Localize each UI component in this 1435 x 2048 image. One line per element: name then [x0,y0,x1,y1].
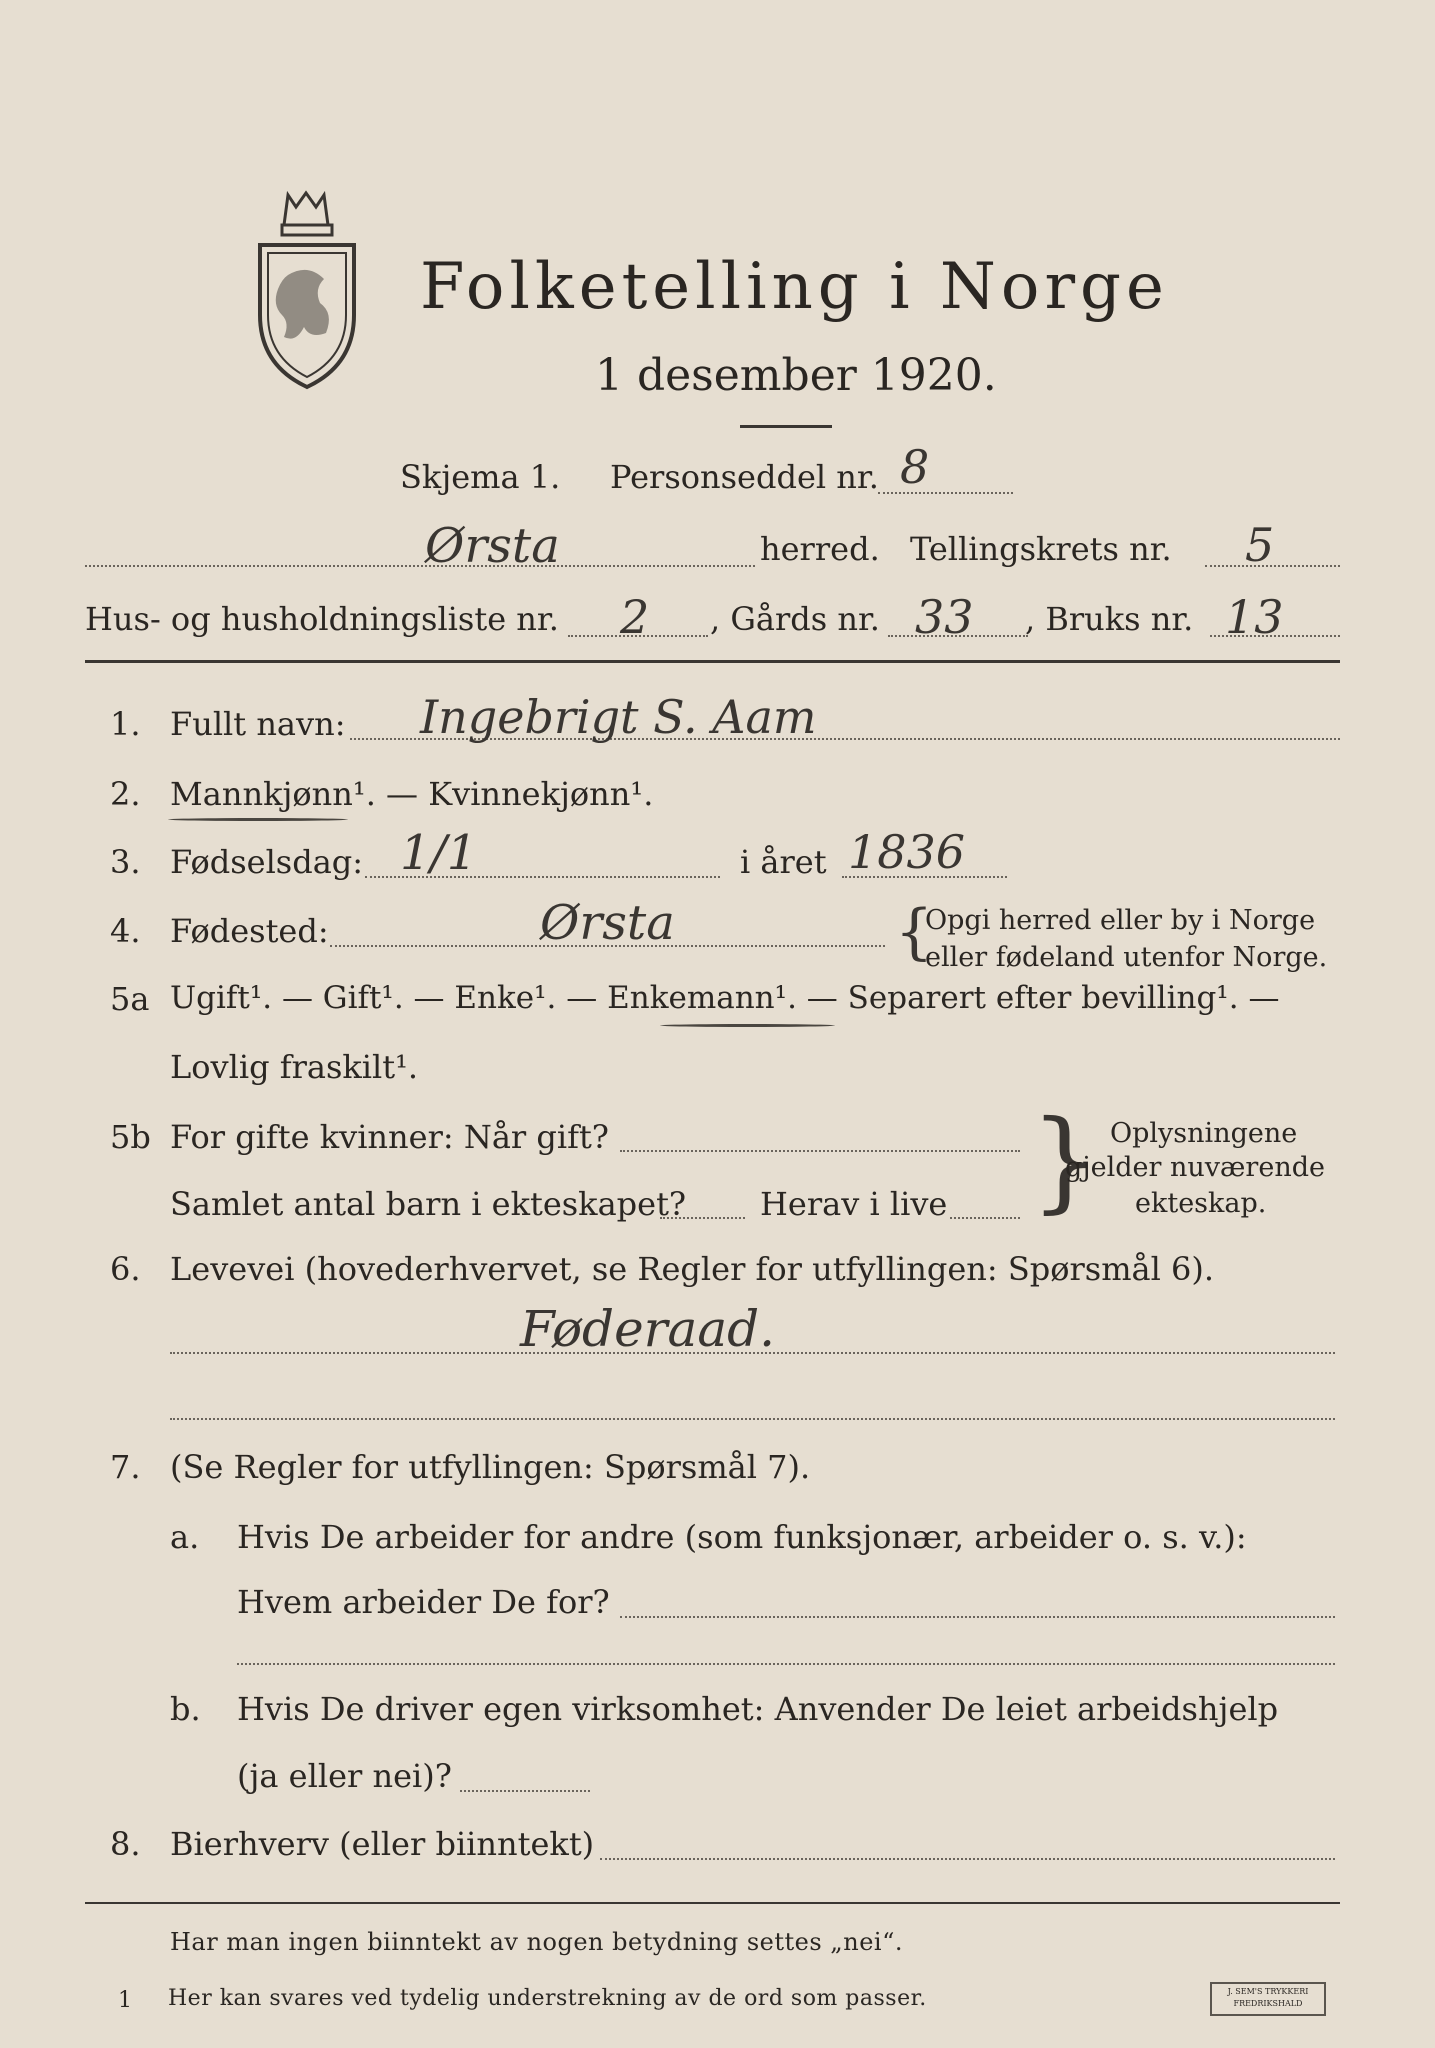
personseddel-value: 8 [900,440,930,494]
printer-stamp [1210,1982,1326,2016]
gards-value: 33 [915,590,974,644]
q5b-note2: gjelder nuværende [1065,1152,1325,1183]
q5b-number: 5b [110,1118,151,1156]
gards-label: , Gårds nr. [710,600,880,638]
q5b-line2-a: Samlet antal barn i ekteskapet? [170,1185,687,1223]
bruks-label: , Bruks nr. [1025,600,1194,638]
q7b-text: Hvis De driver egen virksomhet: Anvender De leiet arbeidshjelp [237,1690,1279,1728]
q4-note-line2: eller fødeland utenfor Norge. [925,942,1328,973]
form-title: Folketelling i Norge [420,250,1169,324]
q1-label: Fullt navn: [170,705,346,743]
q5b-children-field[interactable] [660,1217,745,1219]
q5b-line2-b: Herav i live [760,1185,948,1223]
personseddel-label: Personseddel nr. [610,458,879,496]
q4-note-brace: { [895,897,934,967]
q1-number: 1. [110,705,141,743]
title-divider [740,425,832,428]
q2-number: 2. [110,775,141,813]
hus-value: 2 [620,590,650,644]
personseddel-field[interactable] [878,492,1013,494]
footer-divider [85,1902,1340,1904]
herred-field[interactable] [85,565,755,567]
q5b-note1: Oplysningene [1110,1118,1298,1149]
q2-text: Mannkjønn¹. — Kvinnekjønn¹. [170,775,654,813]
q7b-question: (ja eller nei)? [237,1757,452,1795]
q4-value: Ørsta [540,895,675,951]
herred-label: herred. [760,530,880,568]
q3-year-label: i året [740,843,827,881]
q7b-number: b. [170,1690,201,1728]
q4-number: 4. [110,912,141,950]
q7b-field[interactable] [460,1790,590,1792]
q5b-line1: For gifte kvinner: Når gift? [170,1118,609,1156]
q8-field[interactable] [600,1858,1335,1860]
q7-number: 7. [110,1448,141,1486]
q5a-number: 5a [110,980,150,1018]
census-date: 1 desember 1920. [595,350,997,401]
header-divider [85,660,1340,663]
footer-note: Har man ingen biinntekt av nogen betydning settes „nei“. [170,1928,903,1956]
q5b-married-field[interactable] [620,1150,1020,1152]
q7a-number: a. [170,1518,200,1556]
q7a-question: Hvem arbeider De for? [237,1583,610,1621]
herred-value: Ørsta [425,518,560,574]
q6-field-2[interactable] [170,1418,1335,1420]
q8-number: 8. [110,1825,141,1863]
q7-text: (Se Regler for utfyllingen: Spørsmål 7). [170,1448,811,1486]
q7a-field-2[interactable] [237,1663,1335,1665]
tellingskrets-value: 5 [1245,518,1275,572]
footnote-text: Her kan svares ved tydelig understrekning av de ord som passer. [168,1986,927,2011]
q6-text: Levevei (hovederhvervet, se Regler for utfyllingen: Spørsmål 6). [170,1250,1215,1288]
schema-label: Skjema 1. [400,458,561,496]
footnote-number: 1 [118,1988,133,2013]
q5b-note-brace: } [1030,1096,1100,1224]
q6-number: 6. [110,1250,141,1288]
tellingskrets-label: Tellingskrets nr. [910,530,1172,568]
q5a-text2: Lovlig fraskilt¹. [170,1048,419,1086]
printer-stamp-text: J. SEM'S TRYKKERI FREDRIKSHALD [1227,1987,1309,2008]
q7a-text: Hvis De arbeider for andre (som funksjonær, arbeider o. s. v.): [237,1518,1247,1556]
hus-label: Hus- og husholdningsliste nr. [85,600,559,638]
bruks-value: 13 [1225,590,1284,644]
q5a-text: Ugift¹. — Gift¹. — Enke¹. — Enkemann¹. — Separert efter bevilling¹. — [170,980,1280,1016]
q5b-note3: ekteskap. [1135,1188,1267,1219]
q3-day-value: 1/1 [400,825,478,881]
q4-label: Fødested: [170,912,329,950]
q3-year-value: 1836 [848,825,966,879]
norwegian-coat-of-arms-icon [248,185,366,395]
enkemann-underline [660,1024,835,1027]
q3-label: Fødselsdag: [170,843,364,881]
q5b-alive-field[interactable] [950,1217,1020,1219]
q1-value: Ingebrigt S. Aam [420,690,817,744]
q7a-field-1[interactable] [620,1616,1335,1618]
q8-label: Bierhverv (eller biinntekt) [170,1825,595,1863]
q6-value: Føderaad. [520,1300,776,1358]
q4-note-line1: Opgi herred eller by i Norge [925,905,1316,936]
q3-number: 3. [110,843,141,881]
mannkjonn-underline [168,818,348,821]
